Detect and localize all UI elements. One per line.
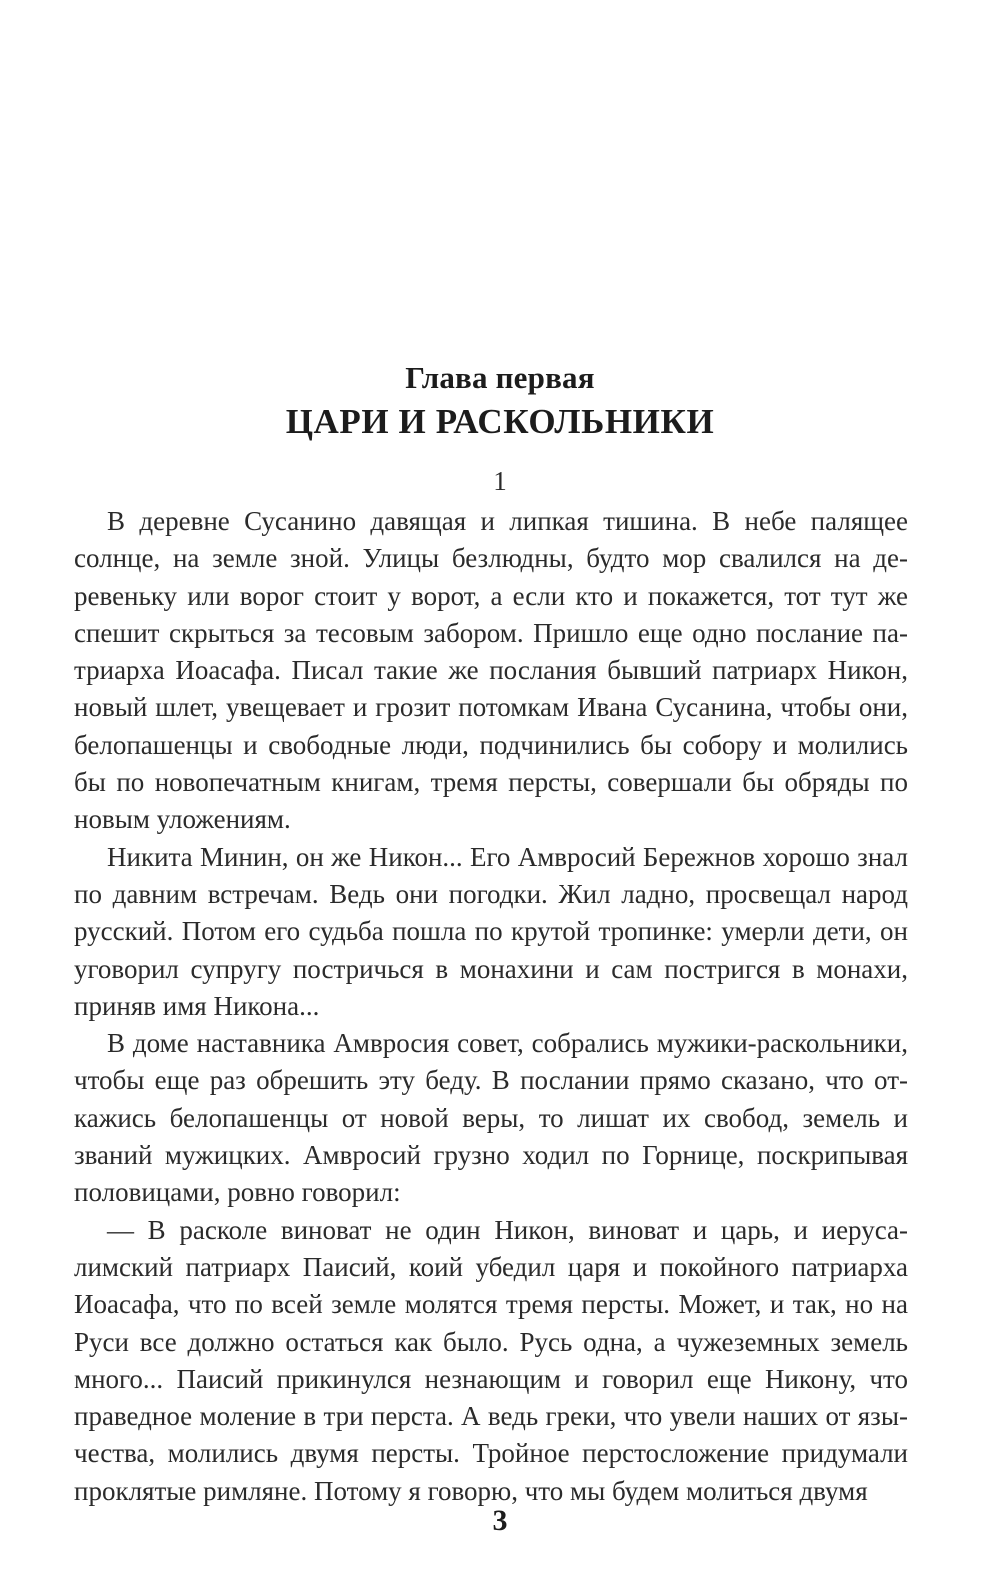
chapter-label: Глава первая <box>405 360 595 395</box>
page-number: 3 <box>492 1504 508 1537</box>
section-number: 1 <box>493 466 507 496</box>
paragraph-2: Никита Минин, он же Никон... Его Амвросий Бережнов хорошо знал по давним встречам. Ведь они погодки. Жил ладно, просвещал народ русский. Потом его судьба пошла по крутой тропинке: умерли дети, он уговорил супругу постричься в монахини и сам постригся в монахи, приняв имя Никона... <box>74 841 908 1021</box>
body-text <box>74 503 908 1510</box>
paragraph-3: В доме наставника Амвросия совет, собрались мужики-раскольники, чтобы еще раз обрешить эту беду. В послании прямо сказано, что откажись белопашенцы от новой веры, то лишат их свобод, земель и званий мужицких. Амвросий грузно ходил по Горнице, поскрипывая половицами, ровно говорил: <box>74 1028 908 1208</box>
paragraph-4: — В расколе виноват не один Никон, виноват и царь, и иерусалимский патриарх Паисий, коий убедил царя и покойного патриарха Иоасафа, что по всей земле молятся тремя персты. Может, и так, но на Руси все должно остаться как было. Русь одна, а чужеземных земель много... Паисий прикинулся незнающим и говорил еще Никону, что праведное моление в три перста. А ведь греки, что увели наших от язычества, молились двумя персты. Тройное перстосложение придумали проклятые римляне. Потому я говорю, что мы будем молиться двумя <box>74 1214 908 1506</box>
paragraph-1: В деревне Сусанино давящая и липкая тишина. В небе палящее солнце, на земле зной. Улицы безлюдны, будто мор свалился на деревеньку или ворог стоит у ворот, а если кто и покажется, тот тут же спешит скрыться за тесовым забором. Пришло еще одно послание патриарха Иоасафа. Писал такие же послания бывший патриарх Никон, новый шлет, увещевает и грозит потомкам Ивана Сусанина, чтобы они, белопашенцы и свободные люди, подчинились бы собору и молились бы по новопечатным книгам, тремя персты, совершали бы обряды по новым уложениям. <box>74 506 908 835</box>
chapter-title: ЦАРИ И РАСКОЛЬНИКИ <box>285 402 715 441</box>
